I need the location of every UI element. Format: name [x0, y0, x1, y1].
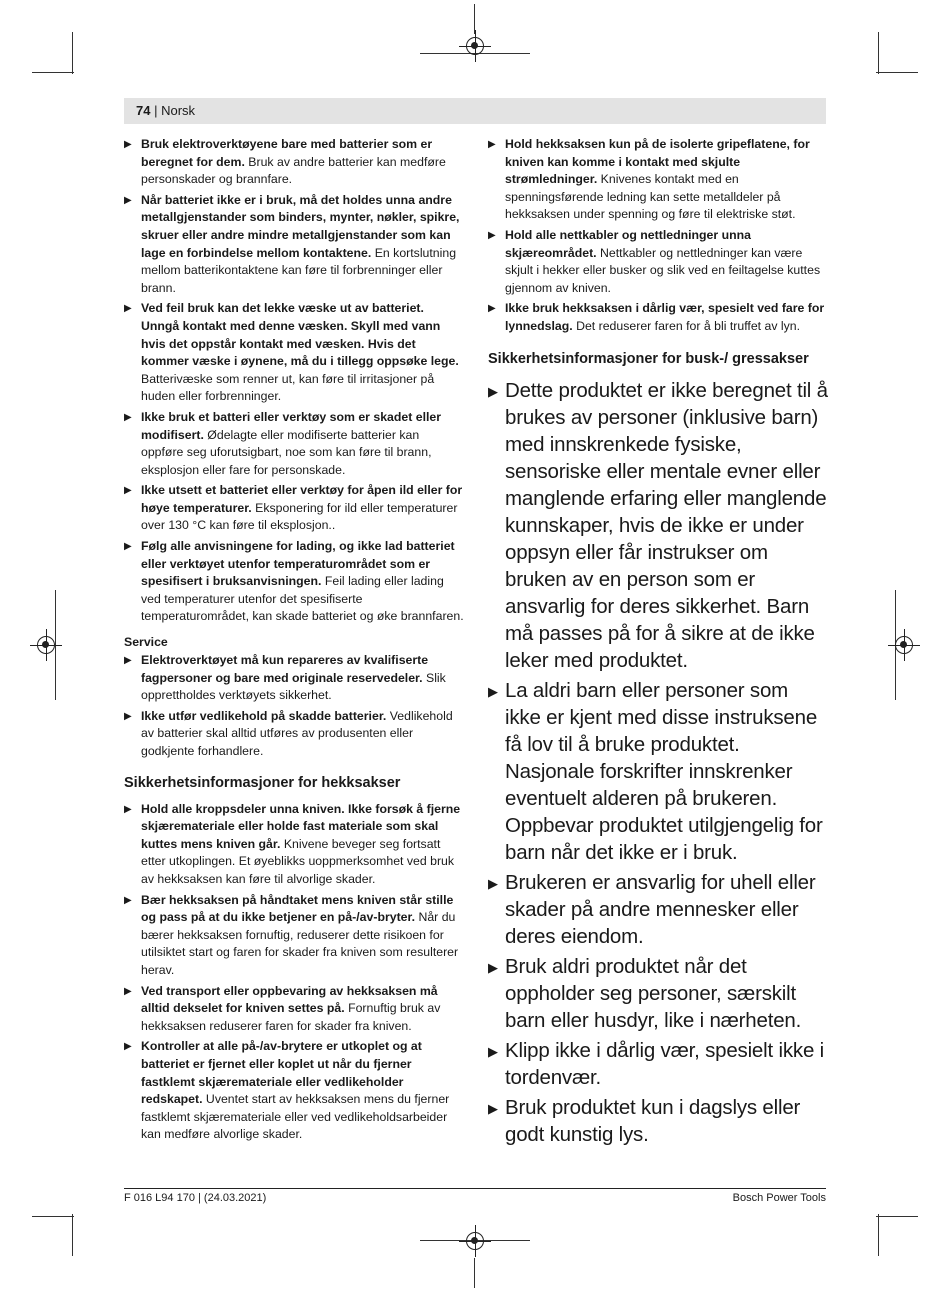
- page-number-label: 74 | Norsk: [136, 103, 196, 118]
- bullet-arrow-icon: ▶: [488, 229, 496, 241]
- publisher-name: Bosch Power Tools: [732, 1192, 826, 1204]
- registration-mark-icon: [466, 1232, 484, 1250]
- bullet-arrow-icon: ▶: [124, 303, 132, 315]
- crop-mark: [876, 72, 918, 73]
- bullet-arrow-icon: ▶: [488, 139, 496, 150]
- bullet-arrow-icon: ▶: [488, 959, 498, 975]
- list-item-bold-text: Når batteriet ikke er i bruk, må det holdes unna andre metallgjenstander som binders, mynter, nøkler, spikre, skruer eller andre mindre metallgjenstander som kan lage en forbindelse mellom kontaktene.: [141, 192, 460, 260]
- service-list: [124, 652, 464, 761]
- crop-mark: [72, 32, 73, 74]
- list-item-text: Nettkabler og nettledninger kan være skjult i hekker eller busker og slik ved en feiltagelse kuttes gjennom av kniven.: [505, 245, 821, 295]
- crop-mark: [32, 72, 74, 73]
- list-item-bold-text: Bruk elektroverktøyene bare med batterier som er beregnet for dem.: [141, 137, 433, 169]
- list-item-text: Når du bærer hekksaksen fornuftig, reduserer dette risikoen for utilsiktet start og faren for skader fra kniven som resulterer herav.: [141, 910, 459, 977]
- bullet-arrow-icon: ▶: [124, 139, 132, 150]
- list-item: [488, 136, 828, 224]
- bullet-arrow-icon: ▶: [124, 710, 132, 722]
- registration-mark-icon: [895, 636, 913, 654]
- list-item-text: Uventet start av hekksaksen mens du fjerner fastklemt skjæremateriale eller ved vedlikeholdsarbeider kan medføre alvorlige skader.: [141, 1092, 450, 1142]
- list-item: [488, 377, 828, 674]
- shrub-grass-shear-list: [488, 377, 828, 1148]
- list-item-text: Bruk aldri produktet når det oppholder seg personer, særskilt barn eller husdyr, like i nærheten.: [505, 954, 802, 1032]
- bullet-arrow-icon: ▶: [488, 875, 498, 891]
- list-item-bold-text: Hold hekksaksen kun på de isolerte gripeflatene, for kniven kan komme i kontakt med skjulte strømledninger.: [505, 137, 810, 187]
- list-item-bold-text: Ikke utsett et batteriet eller verktøy for åpen ild eller for høye temperaturer.: [141, 483, 463, 515]
- shrub-grass-shear-heading: Sikkerhetsinformasjoner for busk-/ gressakser: [488, 350, 809, 367]
- list-item-text: Knivenes kontakt med en spenningsførende ledning kan sette metalldeler på hekksaksen under spenning og føre til elektriske støt.: [505, 172, 796, 222]
- list-item: [124, 892, 464, 980]
- list-item-text: Feil lading eller lading ved temperaturer utenfor det spesifiserte temperaturområdet, kan skade batteriet og øke brannfaren.: [141, 574, 464, 624]
- bullet-arrow-icon: ▶: [488, 1100, 498, 1116]
- bullet-arrow-icon: ▶: [488, 1043, 498, 1059]
- crop-mark: [32, 1216, 74, 1217]
- crop-mark: [878, 32, 879, 74]
- list-item-text: Det reduserer faren for å bli truffet av lyn.: [572, 318, 801, 333]
- list-item: [488, 227, 828, 297]
- list-item-bold-text: Ikke bruk et batteri eller verktøy som er skadet eller modifisert.: [141, 409, 442, 442]
- list-item-bold-text: Kontroller at alle på-/av-brytere er utkoplet og at batteriet er fjernet eller koplet ut når du fjerner fastklemt skjæremateriale eller vedlikeholder redskapet.: [141, 1039, 422, 1107]
- hedge-trimmer-list: [124, 801, 464, 1144]
- registration-mark-icon: [37, 636, 55, 654]
- bullet-arrow-icon: ▶: [124, 411, 132, 423]
- list-item-bold-text: Ikke bruk hekksaksen i dårlig vær, spesielt ved fare for lynnedslag.: [505, 301, 825, 333]
- list-item-bold-text: Ved feil bruk kan det lekke væske ut av batteriet. Unngå kontakt med denne væsken. Skyll med vann hvis det oppstår kontakt med væsken. Hvis det kommer væske i øynene, må du i tillegg oppsøke lege.: [141, 301, 459, 369]
- hedge-trimmer-list-continued: [488, 136, 828, 336]
- list-item: [124, 652, 464, 705]
- list-item-bold-text: Bær hekksaksen på håndtaket mens kniven står stille og pass på at du ikke betjener en på-/av-bryter.: [141, 892, 454, 925]
- bullet-arrow-icon: ▶: [124, 194, 132, 206]
- list-item-text: Dette produktet er ikke beregnet til å brukes av personer (inklusive barn) med innskrenkede fysiske, sensoriske eller mentale evner eller manglende erfaring eller manglende kunnskaper, hvis de ikke er under oppsyn eller får instrukser om bruken av en person som er ansvarlig for deres sikkerhet. Barn må passes på for å sikre at de ikke leker med produktet.: [505, 378, 828, 672]
- bullet-arrow-icon: ▶: [124, 485, 132, 497]
- crop-mark: [474, 1258, 475, 1288]
- list-item-bold-text: Elektroverktøyet må kun repareres av kvalifiserte fagpersoner og bare med originale reservedeler.: [141, 653, 429, 685]
- list-item: [124, 801, 464, 889]
- bullet-arrow-icon: ▶: [124, 541, 132, 553]
- footer-rule: [124, 1188, 826, 1189]
- list-item-bold-text: Ved transport eller oppbevaring av hekksaksen må alltid dekselet for kniven settes på.: [141, 983, 438, 1016]
- crop-mark: [72, 1214, 73, 1256]
- page-header: [124, 98, 826, 124]
- list-item-text: Knivene beveger seg fortsatt etter utkoplingen. Et øyeblikks uoppmerksomhet ved bruk av hekksaksen kan føre til alvorlige skader.: [141, 836, 455, 886]
- list-item-bold-text: Hold alle kroppsdeler unna kniven. Ikke forsøk å fjerne skjæremateriale eller holde fast materiale som skal kuttes mens kniven går.: [141, 801, 461, 851]
- list-item-text: Fornuftig bruk av hekksaksen reduserer faren for skader fra kniven.: [141, 1001, 441, 1033]
- list-item-text: Klipp ikke i dårlig vær, spesielt ikke i tordenvær.: [505, 1038, 824, 1089]
- list-item: [124, 300, 464, 406]
- list-item-text: Batterivæske som renner ut, kan føre til irritasjoner på huden eller forbrenninger.: [141, 371, 435, 404]
- list-item-text: Bruk av andre batterier kan medføre personskader og brannfare.: [141, 154, 446, 187]
- document-code: F 016 L94 170 | (24.03.2021): [124, 1192, 267, 1204]
- list-item-text: En kortslutning mellom batterikontaktene kan føre til forbrenninger eller brann.: [141, 245, 457, 295]
- list-item-text: Brukeren er ansvarlig for uhell eller skader på andre mennesker eller deres eiendom.: [505, 870, 816, 948]
- registration-mark-icon: [466, 37, 484, 55]
- bullet-arrow-icon: ▶: [124, 1041, 132, 1053]
- list-item-bold-text: Følg alle anvisningene for lading, og ikke lad batteriet eller verktøyet utenfor temperaturområdet som er spesifisert i bruksanvisningen.: [141, 539, 455, 589]
- list-item: [124, 538, 464, 626]
- list-item: [488, 869, 828, 950]
- bullet-arrow-icon: ▶: [488, 383, 498, 399]
- list-item-text: Slik opprettholdes verktøyets sikkerhet.: [141, 670, 446, 703]
- list-item: [124, 482, 464, 535]
- list-item: [124, 708, 464, 761]
- list-item: [488, 1037, 828, 1091]
- list-item: [124, 1038, 464, 1144]
- list-item: [488, 677, 828, 866]
- list-item-bold-text: Ikke utfør vedlikehold på skadde batterier.: [141, 708, 387, 723]
- hedge-trimmer-heading: Sikkerhetsinformasjoner for hekksakser: [124, 774, 401, 791]
- service-heading: Service: [124, 635, 168, 650]
- list-item: [124, 136, 464, 189]
- bullet-arrow-icon: ▶: [488, 683, 498, 699]
- list-item: [124, 192, 464, 298]
- battery-safety-list: [124, 136, 464, 626]
- list-item: [488, 300, 828, 335]
- bullet-arrow-icon: ▶: [124, 985, 132, 997]
- list-item: [488, 1094, 828, 1148]
- list-item: [124, 983, 464, 1036]
- list-item-text: Eksponering for ild eller temperaturer over 130 °C kan føre til eksplosjon..: [141, 500, 458, 533]
- bullet-arrow-icon: ▶: [124, 655, 132, 667]
- right-column: [488, 136, 828, 1151]
- list-item-text: Bruk produktet kun i dagslys eller godt kunstig lys.: [505, 1095, 801, 1146]
- bullet-arrow-icon: ▶: [124, 894, 132, 906]
- bullet-arrow-icon: ▶: [124, 803, 132, 815]
- crop-mark: [876, 1216, 918, 1217]
- bullet-arrow-icon: ▶: [488, 303, 496, 315]
- list-item-text: Ødelagte eller modifiserte batterier kan oppføre seg uforutsigbart, noe som kan føre til brann, eksplosjon eller fare for personskade.: [141, 427, 432, 477]
- list-item: [124, 409, 464, 479]
- left-column: [124, 136, 464, 1147]
- list-item: [488, 953, 828, 1034]
- list-item-text: La aldri barn eller personer som ikke er kjent med disse instruksene få lov til å bruke produktet. Nasjonale forskrifter innskrenker eventuelt alderen på brukeren. Oppbevar produktet utilgjengelig for barn når det ikke er i bruk.: [505, 678, 823, 864]
- crop-mark: [878, 1214, 879, 1256]
- list-item-bold-text: Hold alle nettkabler og nettledninger unna skjæreområdet.: [505, 227, 751, 260]
- list-item-text: Vedlikehold av batterier skal alltid utføres av produsenten eller godkjente forhandlere.: [141, 708, 453, 758]
